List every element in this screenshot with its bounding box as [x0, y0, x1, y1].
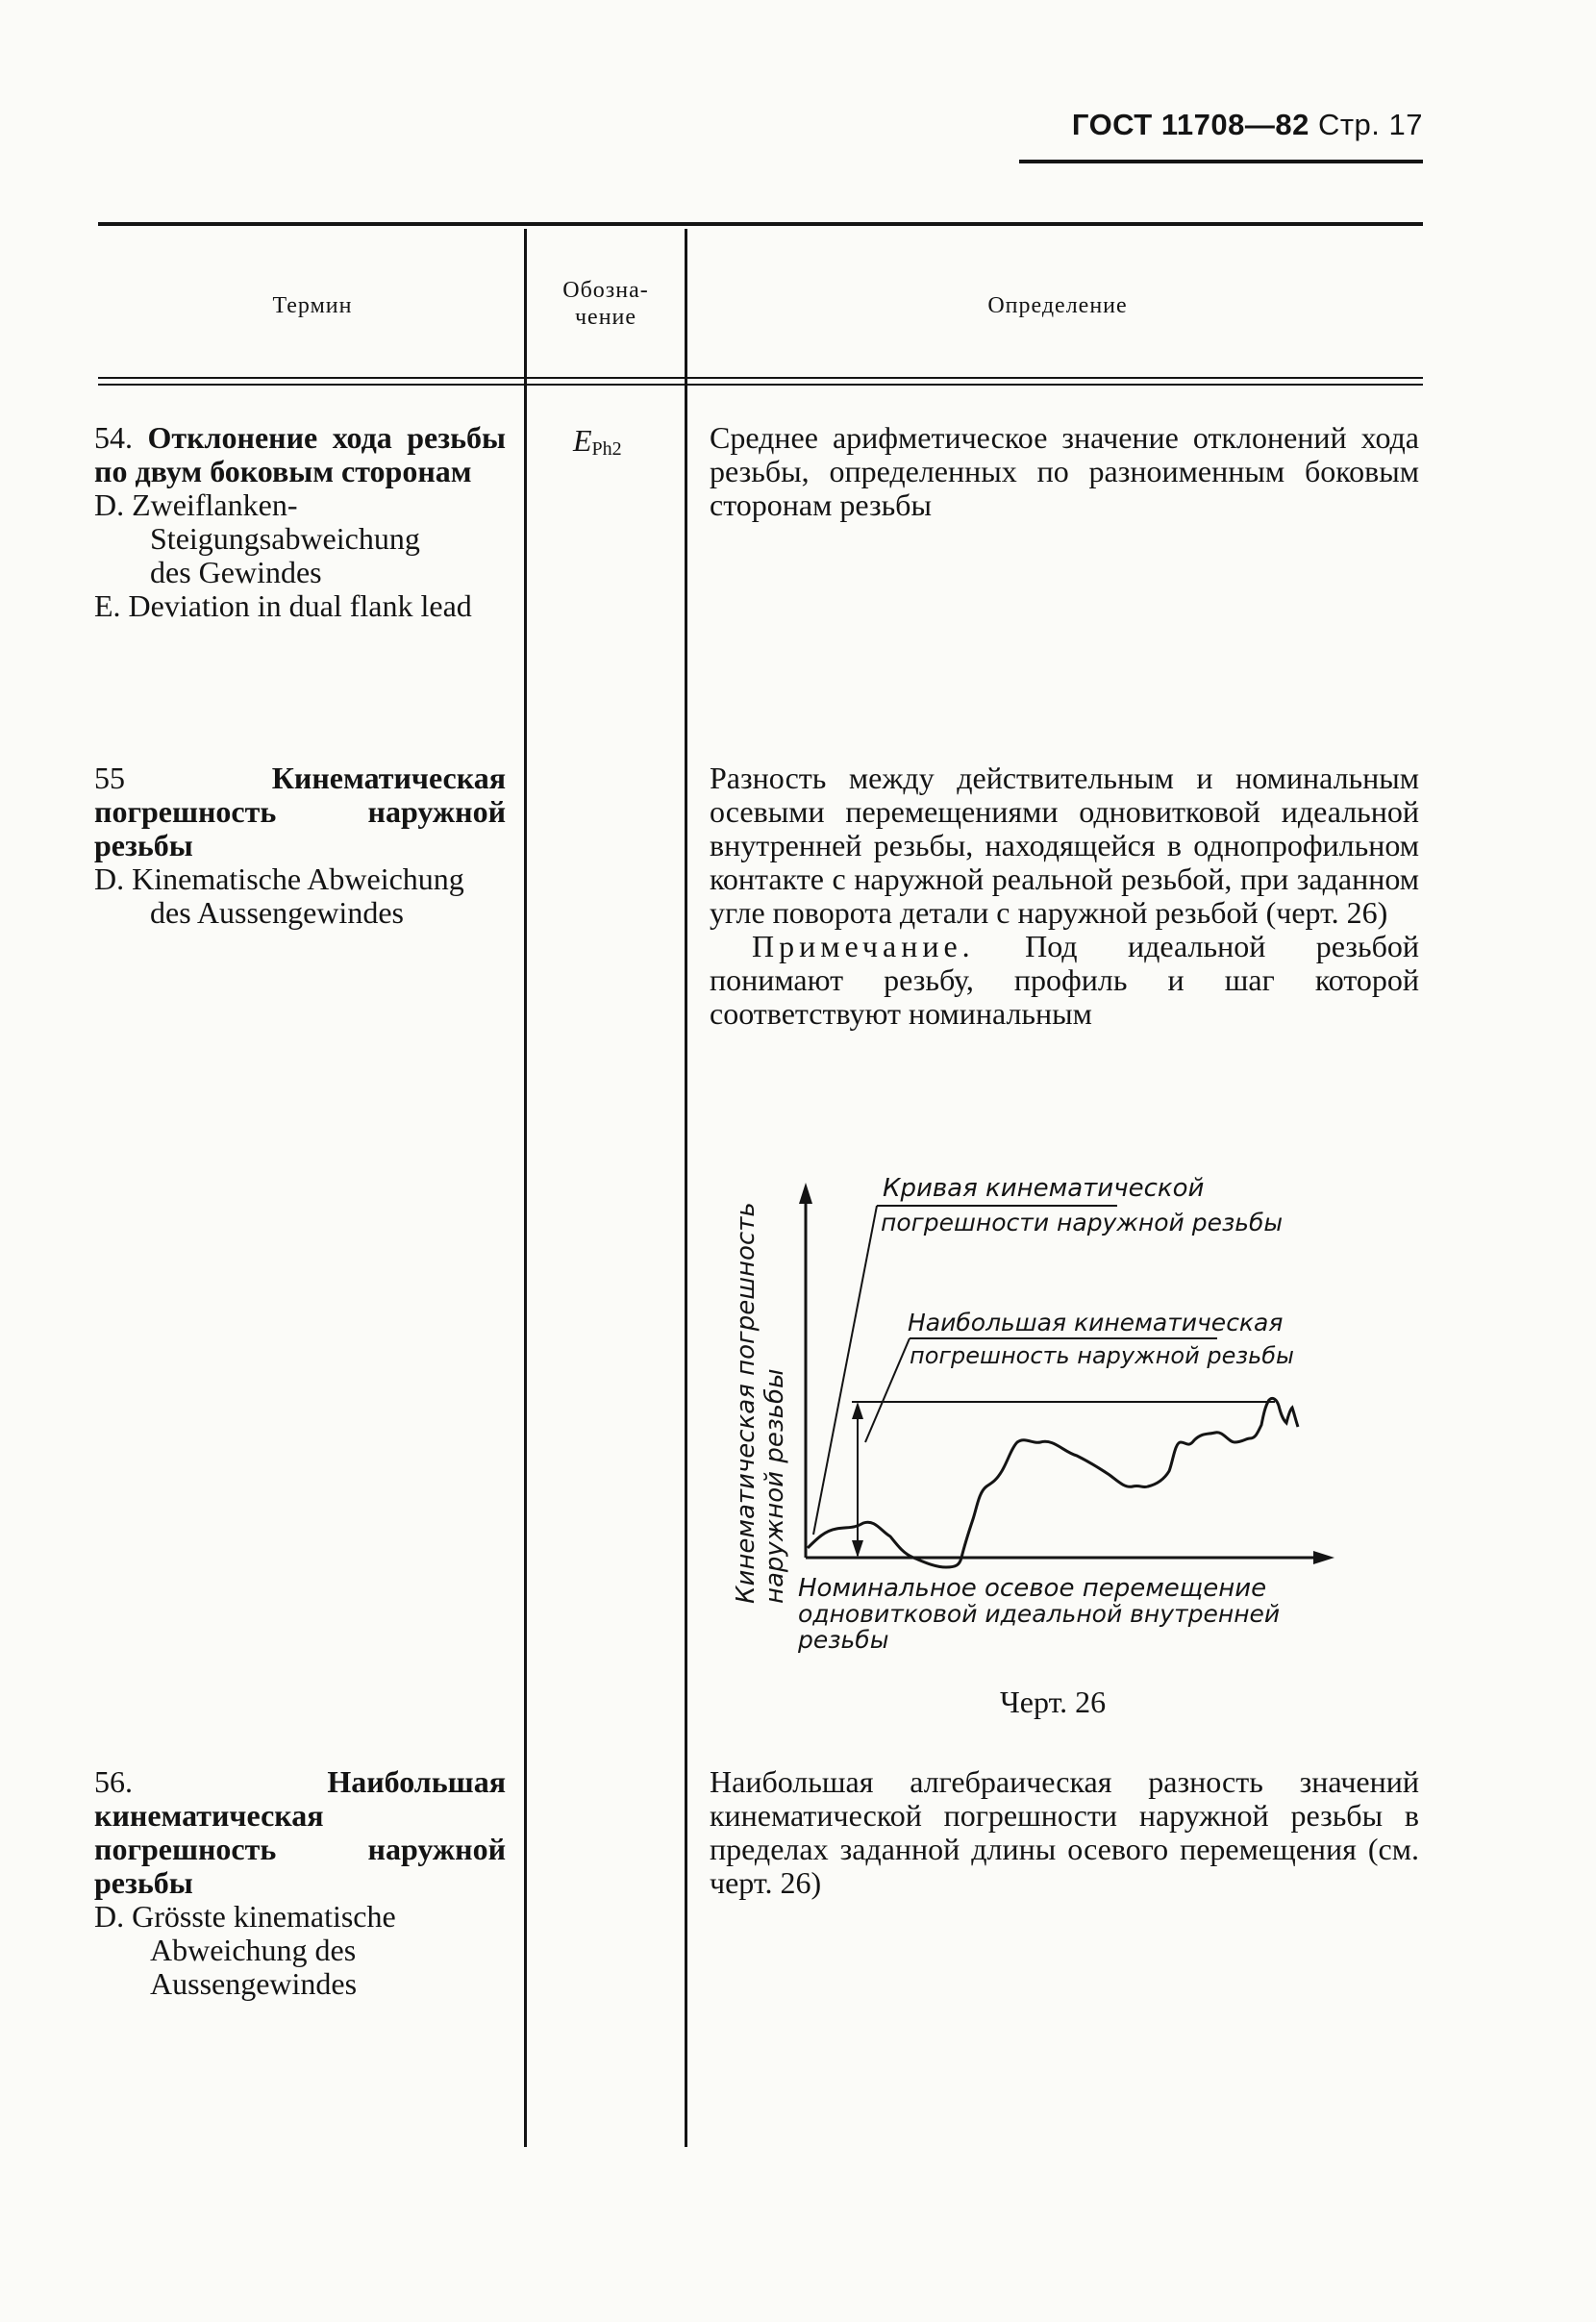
- note: [710, 930, 1419, 1031]
- header-rule: [1019, 160, 1423, 163]
- x-axis-arrow: [1313, 1551, 1334, 1564]
- symbol-eph2: $E_{Ph2}$: [573, 423, 622, 460]
- curve-label-leader: [813, 1206, 877, 1535]
- english-term: E. Deviation in dual flank lead: [94, 588, 472, 623]
- curve-label-line1: Кривая кинематической: [883, 1174, 1205, 1203]
- definition-56: Наибольшая алгебраическая разность значений кинематической погрешности наружной резьбы в пределах заданной длины осевого перемещения (см. черт. 26): [710, 1764, 1419, 1900]
- column-header-symbol: Обозна- чение: [562, 278, 649, 330]
- header-bottom-rule-2: [98, 384, 1423, 386]
- figure-26: [711, 1154, 1413, 1692]
- y-axis-label: [732, 1202, 789, 1604]
- figure-caption: Черт. 26: [1000, 1685, 1107, 1719]
- definition-54: Среднее арифметическое значение отклонений хода резьбы, определенных по разноименным боковым сторонам резьбы: [710, 420, 1419, 522]
- page-number: Стр. 17: [1317, 108, 1423, 141]
- term-entry-56: [94, 1765, 506, 2001]
- term-name: Кинематическая погрешность наружной резьбы: [94, 761, 506, 862]
- dimension-arrow-bottom: [852, 1540, 863, 1558]
- max-label-line2: погрешность наружной резьбы: [910, 1342, 1294, 1369]
- column-divider-2: [685, 229, 687, 2147]
- svg-text:наружной резьбы: наружной резьбы: [761, 1368, 789, 1604]
- y-axis-arrow: [799, 1183, 812, 1204]
- dimension-arrow-top: [852, 1402, 863, 1419]
- note-text: Под идеальной резьбой понимают резьбу, профиль и шаг которой соответствуют номинальным: [710, 929, 1419, 1031]
- german-term: D. Grösste kinematische Abweichung des Aussengewindes: [94, 1899, 396, 2001]
- kinematic-error-curve: [808, 1398, 1298, 1567]
- x-axis-label-line2: одновитковой идеальной внутренней: [798, 1600, 1281, 1628]
- header-bottom-rule-1: [98, 377, 1423, 379]
- svg-text:Кинематическая погрешность: Кинематическая погрешность: [732, 1202, 761, 1604]
- german-term: D. Zweiflanken- Steigungsabweichung des Gewindes: [94, 487, 420, 589]
- term-name: Наибольшая кинематическая погрешность наружной резьбы: [94, 1764, 506, 1900]
- entry-number: 54.: [94, 420, 133, 455]
- x-axis-label-line3: резьбы: [798, 1626, 889, 1654]
- table-top-rule: [98, 222, 1423, 226]
- german-term: D. Kinematische Abweichung des Aussengewindes: [94, 861, 464, 930]
- entry-number: 56.: [94, 1764, 133, 1799]
- term-entry-55: [94, 762, 506, 930]
- column-header-definition: Определение: [987, 293, 1128, 318]
- column-header-term: Термин: [272, 293, 353, 318]
- entry-number: 55: [94, 761, 125, 795]
- column-divider-1: [524, 229, 527, 2147]
- max-label-line1: Наибольшая кинематическая: [908, 1309, 1284, 1336]
- standard-number: ГОСТ 11708—82: [1071, 108, 1309, 141]
- curve-label-line2: погрешности наружной резьбы: [881, 1209, 1284, 1236]
- term-entry-54: [94, 421, 506, 623]
- note-label: Примечание.: [752, 929, 975, 963]
- max-label-leader: [865, 1338, 910, 1442]
- term-name: Отклонение хода резьбы по двум боковым сторонам: [94, 420, 507, 488]
- x-axis-label-line1: Номинальное осевое перемещение: [798, 1574, 1267, 1603]
- definition-55: Разность между действительным и номинальным осевыми перемещениями одновитковой идеальной внутренней резьбы, находящейся в однопрофильном контакте с наружной реальной резьбой, при заданном угле поворота детали с наружной резьбой (черт. 26) Примечание. Под идеальной резьбой понимают резьбу, профиль и шаг которой соответствуют номинальным: [710, 761, 1419, 1031]
